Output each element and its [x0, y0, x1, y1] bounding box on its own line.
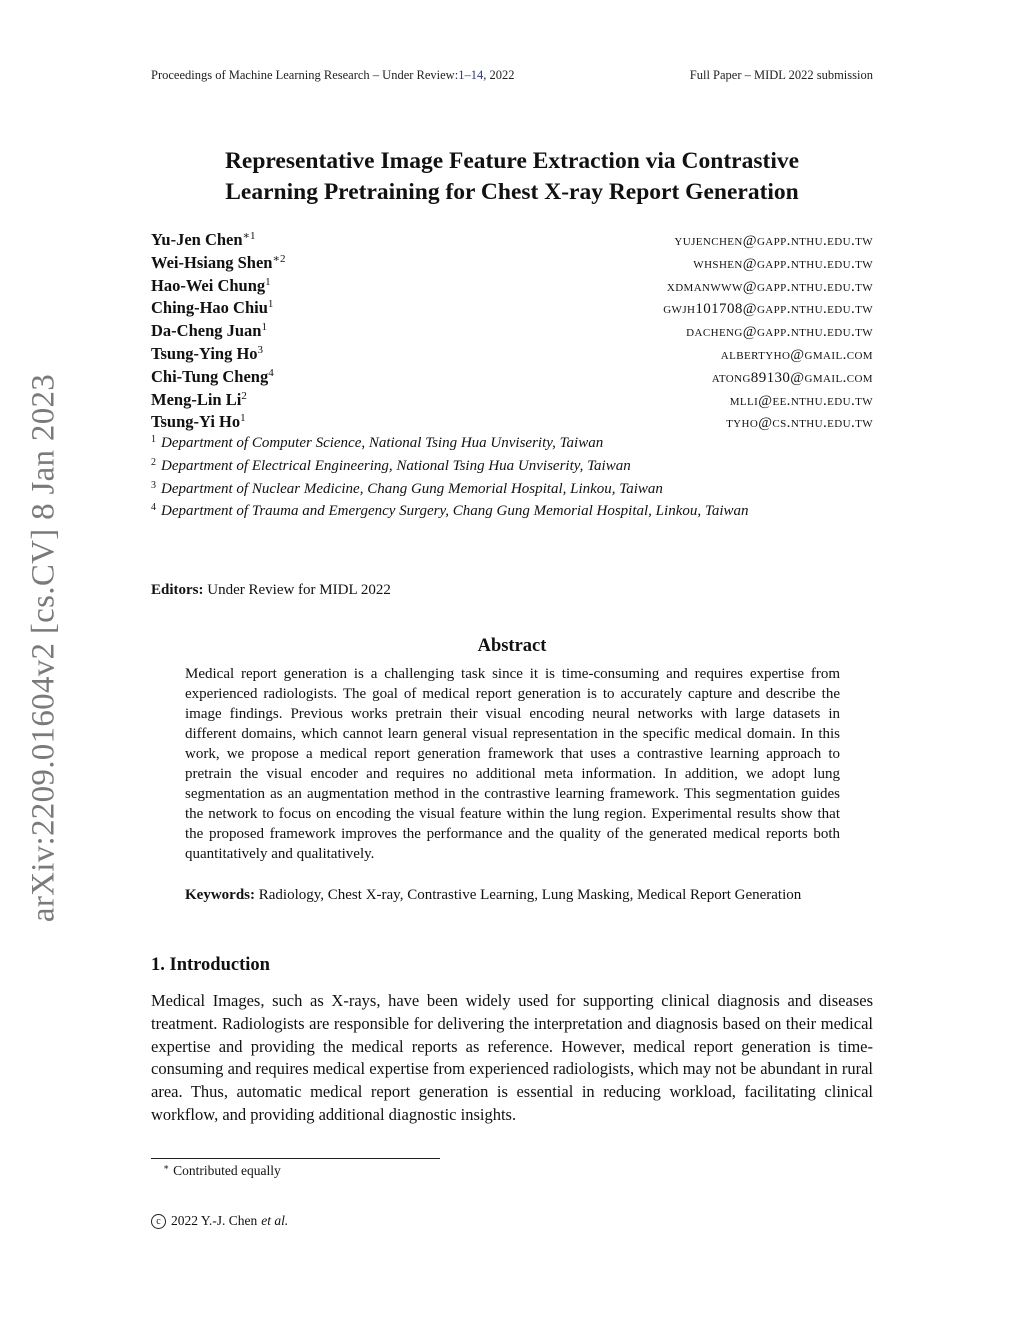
author-name-text: Ching-Hao Chiu — [151, 298, 268, 318]
author-affil-mark: ∗2 — [272, 252, 286, 265]
running-header-right: Full Paper – MIDL 2022 submission — [689, 68, 873, 82]
author-email: gwjh101708@gapp.nthu.edu.tw — [663, 301, 873, 318]
affiliation-text: Department of Trauma and Emergency Surgery, Chang Gung Memorial Hospital, Linkou, Taiwan — [161, 503, 749, 520]
author-affil-mark: 2 — [241, 389, 247, 402]
copyright-etal: et al. — [261, 1213, 289, 1228]
author-name — [151, 390, 247, 410]
paper-title — [151, 146, 873, 208]
author-name-text: Tsung-Ying Ho — [151, 343, 258, 363]
author-name-text: Chi-Tung Cheng — [151, 366, 269, 386]
affiliation-text: Department of Computer Science, National Tsing Hua Unviserity, Taiwan — [161, 435, 604, 451]
author-row — [151, 276, 873, 299]
footnote-text: Contributed equally — [173, 1163, 281, 1178]
intro-paragraph: Medical Images, such as X-rays, have been widely used for supporting clinical diagnosis and diseases treatment. Radiologists are responsible for delivering the interpretation and diagnosis based on their medical expertise and providing the medical reports as reference. However, medical report generation is time-consuming and requires medical expertise from experienced radiologists, which may not be abundant in rural area. Thus, automatic medical report generation is essential in reducing workload, facilitating clinical workflow, and providing additional diagnostic insights. — [151, 991, 873, 1124]
abstract-body — [185, 664, 840, 864]
page-end-link[interactable]: 14 — [470, 68, 484, 82]
author-affil-mark: 3 — [257, 343, 264, 356]
author-email: atong89130@gmail.com — [711, 369, 873, 386]
copyright-line — [151, 1213, 288, 1229]
affiliation — [151, 481, 891, 504]
author-list — [151, 230, 873, 435]
author-name-text: Wei-Hsiang Shen — [151, 252, 273, 272]
author-name — [151, 230, 256, 250]
section-heading-introduction: 1. Introduction — [151, 955, 270, 975]
author-affil-mark: 1 — [240, 412, 246, 425]
author-row — [151, 390, 873, 413]
abstract-heading: Abstract — [477, 636, 547, 656]
affiliation-number: 1 — [151, 434, 156, 445]
author-email: tyho@cs.nthu.edu.tw — [726, 415, 873, 432]
affiliation-text: Department of Nuclear Medicine, Chang Gung Memorial Hospital, Linkou, Taiwan — [161, 480, 663, 497]
author-name — [151, 412, 246, 432]
author-email: whshen@gapp.nthu.edu.tw — [693, 255, 873, 272]
editors-value: Under Review for MIDL 2022 — [207, 582, 391, 598]
header-proceedings: Proceedings of Machine Learning Research – Under Review: — [151, 68, 459, 82]
affiliation — [151, 458, 891, 481]
page-start-link[interactable]: 1 — [458, 68, 465, 82]
footnote-mark: ∗ — [163, 1162, 170, 1172]
author-row — [151, 367, 873, 390]
author-name-text: Hao-Wei Chung — [151, 275, 266, 295]
author-row — [151, 298, 873, 321]
author-name — [151, 298, 273, 318]
copyright-text: 2022 Y.-J. Chen — [171, 1213, 258, 1228]
abstract-text: Medical report generation is a challenging task since it is time-consuming and requires expertise from experienced radiologists. The goal of medical report generation is to accurately capture and describe the image findings. Previous works pretrain their visual encoding neural networks with large datasets in different domains, which cannot learn general visual representation in the specific medical domain. In this work, we propose a medical report generation framework that uses a contrastive learning approach to pretrain the visual encoder and requires no additional meta information. In addition, we adopt lung segmentation as an augmentation method in the contrastive learning framework. This segmentation guides the network to focus on encoding the visual feature within the lung region. Experimental results show that the proposed framework improves the performance and the quality of the generated medical reports both quantitatively and qualitatively. — [185, 666, 840, 862]
author-row — [151, 412, 873, 435]
author-name-text: Tsung-Yi Ho — [151, 412, 241, 432]
author-email: dacheng@gapp.nthu.edu.tw — [686, 324, 873, 341]
editors-line — [151, 582, 391, 599]
affiliation-text: Department of Electrical Engineering, National Tsing Hua Unviserity, Taiwan — [161, 457, 631, 474]
author-name-text: Meng-Lin Li — [151, 389, 242, 409]
author-name — [151, 276, 271, 296]
author-name-text: Yu-Jen Chen — [151, 230, 243, 249]
affiliation-number: 3 — [151, 479, 156, 491]
header-year: , 2022 — [483, 68, 515, 82]
editors-label: Editors: — [151, 582, 204, 598]
title-line-1: Representative Image Feature Extraction via Contrastive — [224, 148, 800, 174]
author-row — [151, 344, 873, 367]
author-name-text: Da-Cheng Juan — [151, 321, 262, 341]
title-line-2: Learning Pretraining for Chest X-ray Report Generation — [225, 179, 799, 205]
author-name — [151, 344, 263, 364]
keywords-line — [185, 885, 840, 905]
author-row — [151, 321, 873, 344]
author-name — [151, 367, 274, 387]
author-affil-mark: 1 — [267, 298, 274, 311]
author-affil-mark: 1 — [265, 275, 271, 288]
page-range-dash: – — [464, 68, 471, 82]
copyright-icon: c — [151, 1214, 166, 1229]
author-email: albertyho@gmail.com — [720, 346, 873, 363]
author-name — [151, 253, 285, 273]
keywords-value: Radiology, Chest X-ray, Contrastive Learning, Lung Masking, Medical Report Generation — [258, 887, 802, 903]
author-row — [151, 230, 873, 253]
author-affil-mark: 4 — [268, 366, 274, 379]
affiliation-number: 4 — [151, 502, 156, 514]
affiliation-list — [151, 435, 891, 526]
affiliation — [151, 503, 891, 526]
author-name — [151, 321, 267, 341]
author-row — [151, 253, 873, 276]
author-email: mlli@ee.nthu.edu.tw — [729, 392, 873, 409]
author-affil-mark: ∗1 — [242, 230, 256, 242]
arxiv-stamp: arXiv:2209.01604v2 [cs.CV] 8 Jan 2023 — [25, 373, 62, 923]
affiliation — [151, 435, 891, 458]
affiliation-number: 2 — [151, 456, 156, 468]
author-affil-mark: 1 — [261, 321, 267, 334]
author-email: xdmanwww@gapp.nthu.edu.tw — [666, 278, 873, 295]
author-email: yujenchen@gapp.nthu.edu.tw — [674, 233, 873, 249]
footnote — [163, 1163, 281, 1179]
running-header-left — [151, 68, 514, 83]
keywords-label: Keywords: — [185, 887, 255, 903]
footnote-rule — [151, 1158, 440, 1159]
